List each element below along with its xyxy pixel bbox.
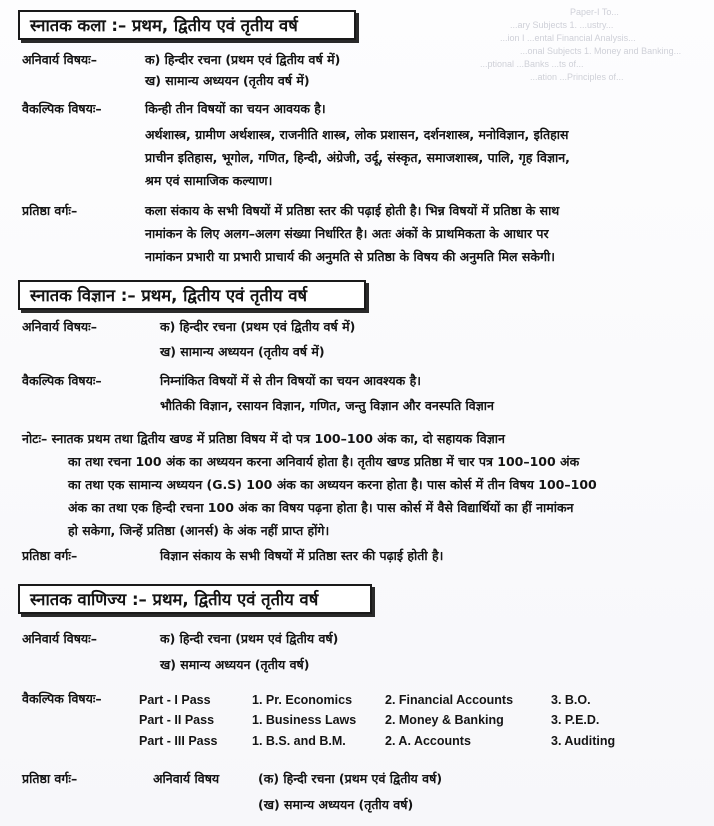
arts-compulsory-item-1: क) हिन्दीर रचना (प्रथम एवं द्वितीय वर्ष में) <box>145 52 341 67</box>
bleed-line: ...ation ...Principles of... <box>530 72 624 82</box>
commerce-subject-1: 1. Business Laws <box>252 713 357 727</box>
science-honours-label: प्रतिष्ठा वर्गः– <box>22 548 78 563</box>
bleed-line: Paper-I To... <box>570 7 619 17</box>
science-heading: स्नातक विज्ञान :– प्रथम, द्वितीय एवं तृतीय वर्ष <box>18 280 366 310</box>
commerce-subject-3: 3. Auditing <box>551 734 616 748</box>
science-note-line: अंक का तथा एक हिन्दी रचना 100 अंक का विषय पढ़ना होता है। पास कोर्स में वैसे विद्यार्थियों का हीं नामांकन <box>68 500 574 515</box>
arts-optional-line: किन्ही तीन विषयों का चयन आवयक है। <box>145 101 326 116</box>
arts-optional-line: श्रम एवं सामाजिक कल्याण। <box>145 173 273 188</box>
commerce-honours-item-2: (ख) समान्य अध्ययन (तृतीय वर्ष) <box>258 797 414 812</box>
commerce-part-label: Part - I Pass <box>139 693 211 707</box>
arts-honours-line: नामांकन प्रभारी या प्रभारी प्राचार्य की अनुमति से प्रतिष्ठा के विषय की अनुमति मिल सकेगी। <box>145 249 555 264</box>
arts-optional-label: वैकल्पिक विषयः– <box>22 101 102 116</box>
commerce-compulsory-item-1: क) हिन्दी रचना (प्रथम एवं द्वितीय वर्ष) <box>160 631 339 646</box>
science-optional-line: भौतिकी विज्ञान, रसायन विज्ञान, गणित, जन्तु विज्ञान और वनस्पति विज्ञान <box>160 398 494 413</box>
commerce-subject-2: 2. Financial Accounts <box>385 693 514 707</box>
commerce-subject-1: 1. Pr. Economics <box>252 693 353 707</box>
science-note-line: नोटः– स्नातक प्रथम तथा द्वितीय खण्ड में प्रतिष्ठा विषय में दो पत्र 100–100 अंक का, दो सहायक विज्ञान <box>22 431 505 446</box>
arts-honours-line: नामांकन के लिए अलग–अलग संख्या निर्धारित है। अतः अंकों के प्राथमिकता के आधार पर <box>145 226 549 241</box>
science-note-line: हो सकेगा, जिन्हें प्रतिष्ठा (आनर्स) के अंक नहीं प्राप्त होंगे। <box>68 523 330 538</box>
science-compulsory-label: अनिवार्य विषयः– <box>22 319 97 334</box>
commerce-subject-1: 1. B.S. and B.M. <box>252 734 346 748</box>
science-optional-line: निम्नांकित विषयों में से तीन विषयों का चयन आवश्यक है। <box>160 373 421 388</box>
commerce-optional-label: वैकल्पिक विषयः– <box>22 691 102 706</box>
commerce-heading: स्नातक वाणिज्य :– प्रथम, द्वितीय एवं तृतीय वर्ष <box>18 584 372 614</box>
commerce-honours-item-1: (क) हिन्दी रचना (प्रथम एवं द्वितीय वर्ष) <box>258 771 443 786</box>
science-note-line: का तथा एक सामान्य अध्ययन (G.S) 100 अंक का अध्ययन करना होता है। पास कोर्स में तीन विषय 100–100 <box>68 477 597 492</box>
commerce-honours-label: प्रतिष्ठा वर्गः– <box>22 771 78 786</box>
bleed-line: ...ptional ...Banks ...ts of... <box>480 59 584 69</box>
commerce-part-label: Part - II Pass <box>139 713 215 727</box>
arts-optional-line: अर्थशास्त्र, ग्रामीण अर्थशास्त्र, राजनीति शास्त्र, लोक प्रशासन, दर्शनशास्त्र, मनोविज्ञान, इतिहास <box>145 127 569 142</box>
arts-optional-line: प्राचीन इतिहास, भूगोल, गणित, हिन्दी, अंग्रेजी, उर्दू, संस्कृत, समाजशास्त्र, पालि, गृह विज्ञान, <box>145 150 570 165</box>
bleed-through-text <box>440 6 710 116</box>
arts-compulsory-item-2: ख) सामान्य अध्ययन (तृतीय वर्ष में) <box>145 73 310 88</box>
arts-compulsory-label: अनिवार्य विषयः– <box>22 52 97 67</box>
commerce-compulsory-label: अनिवार्य विषयः– <box>22 631 97 646</box>
bleed-line: ...onal Subjects 1. Money and Banking... <box>520 46 682 56</box>
bleed-line: ...ion I ...ental Financial Analysis... <box>500 33 636 43</box>
commerce-subject-2: 2. A. Accounts <box>385 734 471 748</box>
science-compulsory-item-1: क) हिन्दीर रचना (प्रथम एवं द्वितीय वर्ष में) <box>160 319 356 334</box>
commerce-compulsory-item-2: ख) समान्य अध्ययन (तृतीय वर्ष) <box>160 657 310 672</box>
commerce-subject-3: 3. P.E.D. <box>551 713 600 727</box>
science-compulsory-item-2: ख) सामान्य अध्ययन (तृतीय वर्ष में) <box>160 344 325 359</box>
science-honours-text: विज्ञान संकाय के सभी विषयों में प्रतिष्ठा स्तर की पढ़ाई होती है। <box>160 548 444 563</box>
commerce-subject-2: 2. Money & Banking <box>385 713 504 727</box>
science-optional-label: वैकल्पिक विषयः– <box>22 373 102 388</box>
arts-honours-line: कला संकाय के सभी विषयों में प्रतिष्ठा स्तर की पढ़ाई होती है। भिन्न विषयों में प्रतिष्ठा के साथ <box>145 203 560 218</box>
arts-honours-label: प्रतिष्ठा वर्गः– <box>22 203 78 218</box>
bleed-line: ...ary Subjects 1. ...ustry... <box>510 20 614 30</box>
science-note-line: का तथा रचना 100 अंक का अध्ययन करना अनिवार्य होता है। तृतीय खण्ड प्रतिष्ठा में चार पत्र 100–100 अंक <box>68 454 580 469</box>
arts-heading: स्नातक कला :– प्रथम, द्वितीय एवं तृतीय वर्ष <box>18 10 356 40</box>
commerce-honours-sub-label: अनिवार्य विषय <box>153 771 220 786</box>
commerce-subject-3: 3. B.O. <box>551 693 591 707</box>
commerce-part-label: Part - III Pass <box>139 734 218 748</box>
